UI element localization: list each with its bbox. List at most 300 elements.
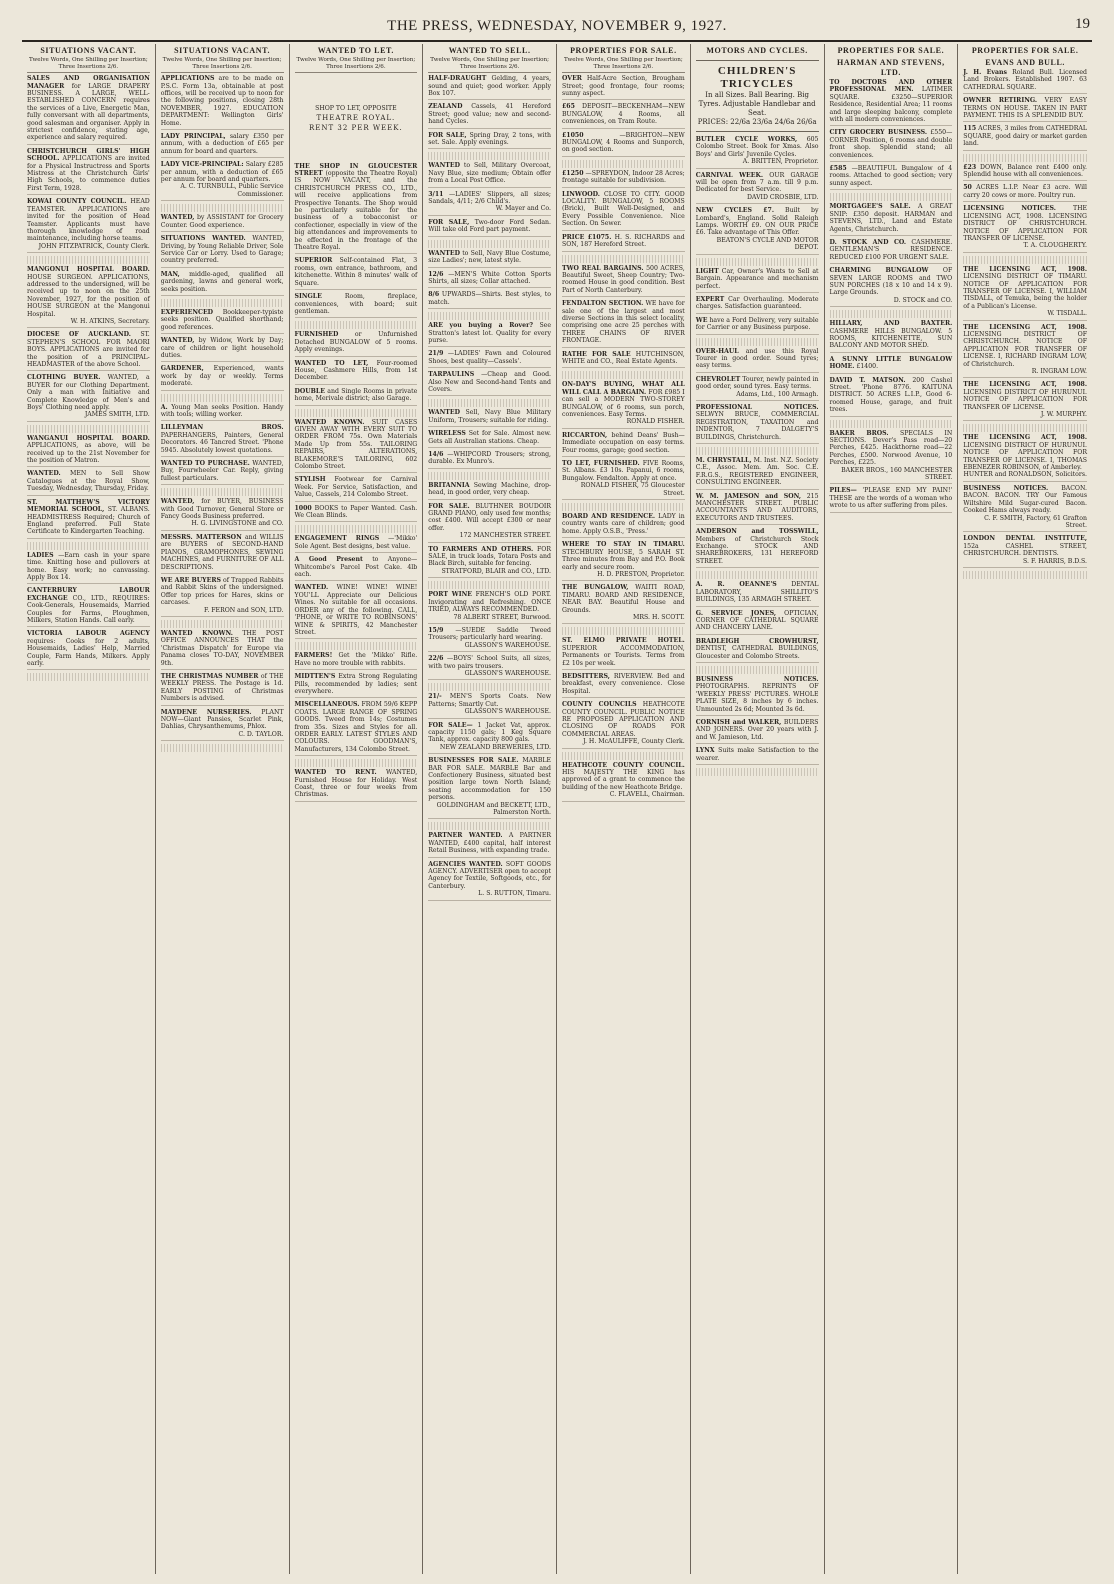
ad-signature: GOLDINGHAM and BECKETT, LTD., Palmerston North. (436, 801, 551, 817)
ad-lead: OWNER RETIRING. (963, 97, 1038, 105)
ad-lead: 15/9 (428, 626, 444, 634)
ad-lead: LADIES (27, 551, 54, 559)
ad-text: VERY EASY TERMS ON HOUSE. TAKEN IN PART PAYMENT. THIS IS A SPLENDID BUY. (963, 97, 1087, 120)
ad-signature: C. F. SMITH, Factory, 61 Grafton Street. (984, 514, 1087, 529)
ad-lead: MAYDENE NURSERIES. (160, 708, 252, 716)
print-texture (295, 759, 418, 767)
display-advertisement (295, 75, 418, 162)
ad-signature: BAKER BROS., 160 MANCHESTER STREET. (841, 466, 953, 482)
ad-lead: THE LICENSING ACT, 1908. (963, 434, 1087, 442)
ad-lead: DIOCESE OF AUCKLAND. (27, 331, 131, 339)
ad-text: HIS MAJESTY THE KING has approved of a grant to commence the building of the new Heathcote Bridge. (562, 769, 685, 791)
print-texture (295, 642, 418, 650)
ad-lead: EXPERIENCED (160, 308, 214, 316)
ad-text: Built by Lombard's, England. Solid Raleigh Lamps. WORTH £9. ON OUR PRICE £6. Take advantage of This Offer. (695, 207, 819, 237)
classified-ad (696, 747, 819, 765)
ad-lead: ST. MATTHEW'S VICTORY MEMORIAL SCHOOL, (27, 498, 150, 514)
ad-lead: CANTERBURY LABOUR EXCHANGE (27, 587, 150, 602)
ad-lead: 21/9 (428, 350, 444, 358)
classified-ad (428, 546, 551, 579)
classified-ad (428, 350, 551, 368)
print-texture (27, 425, 150, 433)
ad-text: ACRES L.I.P. Near £3 acre. Will carry 20 cows or more. Poultry run. (963, 184, 1088, 199)
ad-lead: WANTED, (160, 337, 195, 345)
ad-lead: NEW CYCLES £7. (695, 207, 774, 215)
display-line: In all Sizes. Ball Bearing. Big Tyres. Adjustable Handlebar and Seat. (698, 91, 816, 117)
ad-text: FOR SALE, in truck loads, Totara Posts and Black Birch, suitable for fencing. (428, 545, 552, 568)
ad-text: requires: Cooks for 2 adults, Housemaids, Ladies' Help, Married Couple, Farm Hands, Milkers. Apply early. (27, 637, 150, 667)
column-1 (22, 44, 156, 1574)
ad-lead: TWO REAL BARGAINS. (562, 264, 644, 272)
print-texture (830, 420, 953, 428)
ad-text: ST. STEPHEN'S SCHOOL FOR MAORI BOYS. APPLICATIONS are invited for the position of a PRINCIPAL-HEADMASTER of the above School. (27, 331, 150, 368)
ad-signature: W. Mayer and Co. (495, 205, 551, 213)
classified-ad (696, 528, 819, 568)
ad-lead: BRITANNIA (428, 481, 470, 489)
classified-ad (295, 505, 418, 523)
classified-ad (696, 207, 819, 254)
ad-lead: FOR SALE, (428, 218, 470, 226)
classified-ad (830, 239, 953, 264)
rates-notice: Twelve Words, One Shilling per Insertion; Three Insertions 2/6. (161, 57, 284, 73)
ad-text: M. Inst. N.Z. Society C.E., Assoc. Mem. Am. Soc. C.E. F.R.G.S., REGISTERED ENGINEER, CONSULTING ENGINEER. (695, 457, 819, 487)
ad-text: of Trapped Rabbits and Rabbit Skins of the undersigned. Offer top prices for Hares, skins or carcases. (160, 576, 284, 607)
classified-ad (830, 320, 953, 353)
print-texture (428, 399, 551, 407)
ad-lead: THE LICENSING ACT, 1908. (963, 323, 1087, 331)
print-texture (295, 409, 418, 417)
classified-ad (562, 637, 685, 670)
ad-lead: TO DOCTORS AND OTHER PROFESSIONAL MEN. (829, 79, 953, 94)
print-texture (428, 152, 551, 160)
classified-ad (830, 165, 953, 190)
classified-ad (161, 424, 284, 457)
ad-lead: ON-DAY'S BUYING, WHAT ALL WILL CALL A BARGAIN. (562, 381, 685, 396)
ad-text: DENTIST, CATHEDRAL BUILDINGS, Gloucester and Colombo Streets. (695, 645, 819, 660)
ad-lead: MAN, (160, 270, 180, 278)
classified-ad (963, 434, 1087, 481)
ad-lead: LINWOOD. (562, 190, 600, 198)
ad-lead: MORTGAGEE'S SALE. (829, 203, 911, 211)
classified-ad (428, 291, 551, 309)
ad-lead: £1250 (562, 169, 584, 177)
ad-text: Gelding, 4 years, sound and quiet; good worker. Apply Box 107. (428, 75, 551, 97)
classified-ad (27, 630, 150, 670)
ad-text: Members of Christchurch Stock Exchange. STOCK AND SHAREBROKERS, 131 HEREFORD STREET. (695, 535, 819, 565)
ad-signature: MRS. H. SCOTT. (633, 613, 685, 621)
classified-ad (428, 861, 551, 901)
ad-lead: THE CHRISTMAS NUMBER (160, 672, 259, 680)
ad-signature: H. G. LIVINGSTONE and CO. (191, 520, 284, 528)
ad-lead: LADY PRINCIPAL, (160, 133, 226, 141)
ad-lead: WANTED TO RENT. (294, 769, 377, 777)
ad-lead: ST. ELMO PRIVATE HOTEL. (562, 637, 685, 645)
ad-text: LICENSING DISTRICT OF TIMARU. NOTICE OF APPLICATION FOR TRANSFER OF LICENSE. I, WILLIAM TISDALL, of Temuka, being the holder of a Publican's License. (963, 273, 1087, 310)
ad-text: BLUTHNER BOUDOIR GRAND PIANO, only used few months; cost £400. Will accept £300 or near offer. (428, 502, 551, 532)
ad-text: £550—CORNER Position, 6 rooms and double front shop. Splendid stand; all conveniences. (829, 129, 953, 159)
ad-lead: PARTNER WANTED. (428, 832, 503, 840)
classified-ad (428, 832, 551, 857)
ad-text: A GREAT SNIP: £350 deposit. HARMAN and STEVENS, LTD., Land and Estate Agents, Christchurch. (829, 203, 953, 233)
ad-text: middle-aged, qualified all gardening, lawns and general work, seeks position. (160, 270, 284, 293)
ad-lead: WANTED KNOWN. (294, 418, 365, 426)
ad-lead: SALES AND ORGANISATION MANAGER (27, 75, 150, 90)
classified-ad (295, 360, 418, 385)
ad-lead: W. M. JAMESON and SON, (695, 492, 802, 500)
ad-text: SELWYN BRUCE, COMMERCIAL REGISTRATION, TAXATION and INDENTOR, 7 DALGETY'S BUILDINGS, Christchurch. (695, 411, 819, 441)
ad-lead: 12/6 (428, 270, 444, 278)
ad-lead: LONDON DENTAL INSTITUTE, (963, 535, 1087, 543)
ad-text: HEATHCOTE COUNTY COUNCIL. PUBLIC NOTICE RE PROPOSED APPLICATION AND CLOSING OF ROADS FOR COMMERCIAL AREAS. (562, 701, 685, 738)
ad-text: for LARGE DRAPERY BUSINESS. A LARGE, WELL-ESTABLISHED CONCERN requires the services of a Live, Energetic Man, fully conversant with all departments, good salesman and organiser. Apply in strictest confidence, stating age, experience and salary required. (27, 82, 150, 142)
classified-ad (428, 219, 551, 237)
ad-text: THE LICENSING ACT, 1908. LICENSING DISTRICT OF CHRISTCHURCH. NOTICE OF APPLICATION FOR TRANSFER OF LICENSE. (963, 205, 1087, 242)
ad-text: to Anyone—Whitcombe's Parcel Post Cake. 4lb each. (294, 556, 418, 579)
ad-lead: CLOTHING BUYER. (27, 374, 101, 382)
ad-signature: T. A. CLOUGHERTY. (1023, 242, 1087, 250)
classified-ad (963, 381, 1087, 421)
ad-signature: JAMES SMITH, LTD. (84, 411, 150, 419)
ad-lead: PORT WINE (428, 591, 472, 599)
ad-lead: D. STOCK AND CO. (829, 238, 907, 246)
ad-signature: DAVID CROSBIE, LTD. (746, 193, 819, 201)
ad-text: SPECIALS IN SECTIONS. Dever's Pass road—20 Perches, £425. Hackthorne road—22 Perches, £500. Norwood Avenue, 10 Perches, £225. (829, 429, 953, 467)
ad-text: ACRES, 3 miles from CATHEDRAL SQUARE, good dairy or market garden land. (963, 125, 1087, 148)
print-texture (696, 768, 819, 776)
ad-text: WANTED, Buy, Fourwheeler Car. Reply, giving fullest particulars. (160, 460, 284, 482)
ad-text: H. S. RICHARDS and SON, 187 Hereford Street. (562, 233, 685, 249)
ad-text: ST. ALBANS. HEADMISTRESS Required; Church of England preferred. Full State Certificate to Kindergarten Teaching. (27, 506, 150, 536)
print-texture (562, 503, 685, 511)
ad-lead: HEATHCOTE COUNTY COUNCIL. (562, 761, 685, 769)
ad-text: Get the 'Mikko' Rifle. Have no more trouble with rabbits. (294, 652, 418, 667)
ad-lead: COUNTY COUNCILS (562, 701, 637, 709)
ad-text: —Cheap and Good. Also New and Second-hand Tents and Covers. (428, 371, 552, 393)
ad-lead: CORNISH and WALKER, (695, 718, 782, 726)
ad-text: MARBLE BAR FOR SALE. MARBLE Bar and Confectionery Business, situated best position large town North Island; seating accommodation for 150 persons. (428, 757, 552, 802)
ad-lead: HALF-DRAUGHT (428, 75, 487, 83)
ad-text: to Sell, Navy Blue Costume, size Ladies'; new, latest style. (428, 249, 551, 265)
ad-text: —Earn cash in your spare time. Knitting hose and pullovers at home. Easy work; no canvassing. Apply Box 14. (27, 551, 150, 581)
print-texture (428, 822, 551, 830)
classified-ad (428, 75, 551, 100)
ad-text: and use this Royal Tourer in good order. Sound tyres; easy terms. (695, 347, 819, 370)
classified-ad (27, 587, 150, 627)
classified-ad (27, 435, 150, 468)
ad-lead: ANDERSON and TOSSWILL, (695, 528, 819, 536)
classified-ad (161, 404, 284, 422)
ad-signature: F. FERON and SON, LTD. (204, 606, 284, 614)
ad-text: See Stratton's latest lot. Quality for every purse. (428, 322, 551, 344)
ad-signature: J. W. MURPHY. (1040, 411, 1087, 419)
ad-lead: PROFESSIONAL NOTICES. (695, 403, 819, 411)
classified-ad (562, 541, 685, 581)
ad-text: CLOSE TO CITY. GOOD LOCALITY. BUNGALOW, 5 ROOMS (Brick), Built Well-Designed, and Every Possible Convenience. Nice Section. On Sewer. (562, 190, 685, 228)
ad-text: LADY in country wants care of children; good home. Apply O.S.B., 'Press.' (562, 513, 685, 535)
ad-lead: EXPERT (695, 295, 725, 303)
ad-text: LATIMER SQUARE. £3250—SUPERIOR Residence, Residential Area; 11 rooms and large sleeping balcony, complete with all modern conveniences. (829, 86, 953, 124)
ad-text: WANTED, a BUYER for our Clothing Department. Only a man with Initiative and Complete Knowledge of Men's and Boys' Clothing need apply. (27, 374, 150, 412)
classified-ad (562, 132, 685, 157)
ad-text: salary £350 per annum, with a deduction of £65 per annum for board and quarters. (160, 133, 284, 155)
classified-ad (963, 125, 1087, 150)
ad-lead: MESSRS. MATTERSON (160, 533, 242, 541)
classified-ad (295, 163, 418, 255)
ad-lead: G. SERVICE JONES, (695, 609, 776, 617)
ad-lead: GARDENER, (160, 365, 204, 373)
ad-text: PLANT NOW—Giant Pansies, Scarlet Pink, Dahlias, Chrysanthemums, Phlox. (160, 708, 284, 731)
ad-lead: VICTORIA LABOUR AGENCY (27, 630, 150, 638)
ad-signature: W. H. ATKINS, Secretary. (70, 317, 150, 325)
ad-text: —BEAUTIFUL Bungalow of 4 rooms. Attached to good section; very sunny aspect. (829, 165, 953, 187)
ad-lead: WHERE TO STAY IN TIMARU. (562, 541, 685, 549)
ad-text: —SUEDE Saddle Tweed Trousers; particularly hard wearing. (428, 626, 551, 642)
classified-ad (428, 627, 551, 652)
ad-text: 500 ACRES, Beautiful Sweet, Sheep Country; Two-roomed House in good condition. Best Part of North Canterbury. (562, 264, 685, 294)
ad-lead: OVER (562, 75, 582, 83)
ad-lead: WE (695, 316, 708, 324)
classified-ad (830, 377, 953, 417)
ad-lead: PRICE £1075. (562, 233, 612, 241)
ad-lead: FOR SALE, (428, 131, 467, 139)
ad-text: UPWARDS—Shirts. Best styles, to match. (428, 291, 551, 306)
ad-lead: ZEALAND (428, 103, 463, 111)
classified-ad (295, 584, 418, 639)
classified-ad (161, 133, 284, 158)
ad-text: Extra Strong Regulating Pills, recommended by ladies; sent everywhere. (294, 673, 418, 695)
ad-lead: AGENCIES WANTED. (428, 860, 503, 868)
ad-text: CASHMERE. GENTLEMAN'S RESIDENCE. REDUCED £100 FOR URGENT SALE. (829, 238, 953, 261)
section-heading: MOTORS AND CYCLES. (706, 46, 808, 55)
classified-ad (963, 184, 1087, 202)
classified-ad (27, 374, 150, 421)
ad-text: by ASSISTANT for Grocery Counter. Good experience. (160, 214, 284, 229)
classified-ad (27, 148, 150, 195)
ad-lead: OVER-HAUL (695, 347, 739, 355)
classified-ad (562, 381, 685, 428)
section-heading: SITUATIONS VACANT. (40, 46, 137, 55)
ad-lead: 50 (963, 184, 972, 192)
classified-ad (428, 430, 551, 448)
classified-ad (696, 493, 819, 526)
classified-ad (963, 164, 1087, 182)
ad-lead: LILLEYMAN BROS. (160, 424, 284, 432)
ad-lead: BUSINESS NOTICES. (695, 675, 819, 683)
classified-ad (428, 451, 551, 469)
ad-text: Roland Bull. Licensed Land Brokers. Established 1907. 63 CATHEDRAL SQUARE. (963, 69, 1087, 91)
print-texture (428, 312, 551, 320)
classified-ad (27, 499, 150, 539)
classified-ad (428, 162, 551, 187)
ad-signature: R. INGRAM LOW. (1031, 368, 1087, 375)
print-texture (830, 310, 953, 318)
ad-text: Room, fireplace, conveniences, with board; suit gentleman. (294, 293, 418, 315)
ad-signature: GLASSON'S WAREHOUSE. (464, 641, 551, 649)
ad-lead: MANGONUI HOSPITAL BOARD. (27, 266, 150, 274)
classified-ad (696, 296, 819, 314)
ad-text: Four-roomed House, Cashmere Hills, from 1st December. (294, 359, 418, 382)
ad-lead: FOR SALE— (428, 721, 473, 729)
display-line: CHILDREN'S TRICYCLES (717, 65, 797, 90)
classified-ad (696, 676, 819, 716)
ad-text: —SPREYDON, Indoor 28 Acres; frontage suitable for subdivision. (562, 169, 685, 185)
classified-ad (161, 271, 284, 296)
classified-ad (830, 356, 953, 374)
ad-lead: A SUNNY LITTLE BUNGALOW HOME. (829, 355, 953, 371)
section-heading: PROPERTIES FOR SALE. (570, 46, 677, 55)
ad-signature: RONALD FISHER. (626, 418, 685, 426)
ad-lead: CHRISTCHURCH GIRLS' HIGH SCHOOL. (27, 147, 150, 163)
ad-text: 'PLEASE END MY PAIN!' THESE are the words of a woman who wrote to us after suffering from piles. (829, 487, 953, 510)
ad-signature: Adams, Ltd., 100 Armagh. (736, 390, 819, 398)
ad-lead: BUSINESS NOTICES. (963, 484, 1049, 492)
classified-ad (161, 577, 284, 617)
classified-ad (295, 257, 418, 290)
print-texture (161, 299, 284, 307)
ad-lead: WANTED. (27, 470, 61, 478)
column-2 (156, 44, 290, 1574)
classified-ad (428, 409, 551, 427)
ad-lead: FURNISHED (294, 331, 339, 339)
classified-ad (562, 701, 685, 748)
classified-ad (161, 309, 284, 334)
ad-lead: HILLARY, AND BAXTER. (829, 320, 953, 328)
ad-lead: WE ARE BUYERS (160, 576, 221, 584)
ad-lead: £23 (963, 163, 977, 171)
classified-ad (161, 498, 284, 531)
classified-ad (562, 584, 685, 624)
classified-ad (830, 203, 953, 236)
classified-ad (963, 69, 1087, 94)
ad-text: Car Overhauling. Moderate charges. Satisfaction guaranteed. (695, 295, 819, 311)
ad-text: —BRIGHTON—NEW BUNGALOW, 4 Rooms and Sunporch, on good section. (562, 131, 685, 154)
ad-signature: C. FLAVELL, Chairman. (609, 791, 685, 799)
ad-text: THE POST OFFICE ANNOUNCES THAT the 'Christmas Dispatch' for Europe via Panama closes TO-DAY, NOVEMBER 9th. (160, 629, 284, 667)
ad-signature: J. H. McAULIFFE, County Clerk. (582, 738, 685, 746)
display-line: RENT 32 PER WEEK. (309, 123, 403, 132)
ad-text: —WHIPCORD Trousers; strong, durable. Ex Munro's. (428, 451, 551, 466)
print-texture (562, 160, 685, 168)
ad-text: £1400. (856, 363, 879, 371)
classified-ad (562, 170, 685, 188)
classified-ad (562, 300, 685, 347)
classified-ad (562, 234, 685, 252)
ad-text: SUPERIOR ACCOMMODATION, Permanents or Tourists. Terms from £2 10s per week. (562, 644, 685, 667)
ad-lead: WANGANUI HOSPITAL BOARD. (27, 434, 150, 442)
ad-signature: HUNTER and RONALDSON, Solicitors. (963, 471, 1087, 479)
print-texture (161, 394, 284, 402)
ad-text: —'Mikko' Sole Agent. Best designs, best value. (294, 535, 418, 550)
classified-ad (830, 129, 953, 162)
classified-ad (696, 404, 819, 444)
classified-ad (295, 388, 418, 406)
classified-ad (696, 638, 819, 663)
print-texture (295, 525, 418, 533)
classified-ad (161, 337, 284, 362)
ad-signature: H. D. PRESTON, Proprietor. (597, 570, 685, 578)
print-texture (161, 744, 284, 752)
ad-lead: WANTED (428, 249, 460, 257)
ad-lead: WANTED TO PURCHASE. (160, 460, 250, 468)
print-texture (562, 371, 685, 379)
ad-text: Salary £285 per annum, with a deduction of £65 per annum for board and quarters. (160, 161, 284, 184)
ad-text: OPTICIAN, CORNER OF CATHEDRAL SQUARE AND CHANCERY LANE. (695, 609, 819, 632)
display-line: PRICES: 22/6a 23/6a 24/6a 26/6a (697, 118, 817, 126)
classified-ad (696, 317, 819, 335)
classified-ad (562, 103, 685, 128)
print-texture (696, 447, 819, 455)
classified-ad (963, 266, 1087, 321)
column-7 (825, 44, 959, 1574)
print-texture (963, 154, 1087, 162)
ad-signature: A. C. TURNBULL, Public Service Commissioner. (180, 183, 284, 198)
ad-lead: WANTED KNOWN. (160, 629, 233, 637)
ad-lead: BUSINESSES FOR SALE. (428, 757, 519, 765)
ad-lead: BRADLEIGH CROWHURST, (695, 637, 819, 645)
print-texture (428, 581, 551, 589)
classified-ad (830, 487, 953, 512)
classified-ad (161, 365, 284, 390)
ad-lead: MISCELLANEOUS. (294, 701, 360, 709)
section-subheading: HARMAN AND STEVENS, LTD. (837, 58, 945, 77)
ad-text: (opposite the Theatre Royal) IS NOW VACANT, and the CHRISTCHURCH PRESS CO., LTD., will receive applications from Prospective Tenants. The Shop would be particularly suitable for the business of a tobacconist or confectioner, especially in view of the big attendances and improvements to be effected in the frontage of the Theatre Royal. (294, 170, 418, 252)
print-texture (696, 338, 819, 346)
classified-ad (295, 556, 418, 581)
classified-ad (830, 430, 953, 485)
ad-text: DEPOSIT—BECKENHAM—NEW BUNGALOW, 4 Rooms, all conveniences, on Tram Route. (562, 103, 685, 126)
classified-ad (428, 271, 551, 289)
ad-text: —MEN'S White Cotton Sports Shirts, all sizes; Collar attached. (428, 270, 552, 285)
ad-text: and WILLIS are BUYERS of SECOND-HAND PIANOS, GRAMOPHONES, SEWING MACHINES, and FURNITURE OF ALL DESCRIPTIONS. (160, 533, 284, 571)
ad-text: WINE! WINE! WINE! YOU'LL Appreciate our Delicious Wines. No suitable for all occasions. ORDER any of the following. CALL, 'PHONE, or WRITE TO ROBINSONS' WINE & SPIRITS, 42 Manchester Street. (294, 584, 418, 636)
ad-lead: A. R. OEANNE'S (695, 581, 777, 589)
print-texture (562, 255, 685, 263)
ad-text: and Single Rooms in private home, Merivale district; also Garage. (294, 387, 418, 403)
section-heading: PROPERTIES FOR SALE. (971, 46, 1079, 55)
ad-text: OUR GARAGE will be open from 7 a.m. till 9 p.m. Dedicated for best Service. (695, 171, 819, 194)
ad-lead: THE SHOP IN GLOUCESTER STREET (294, 162, 418, 177)
classified-ad (963, 97, 1087, 122)
ad-lead: 115 (963, 125, 977, 133)
ad-signature: 78 ALBERT STREET, Burwood. (453, 613, 551, 621)
classified-ad (295, 673, 418, 698)
ad-text: Bookkeeper-typiste seeks position. Qualified shorthand; good references. (160, 308, 284, 331)
ad-text: DENTAL LABORATORY, SHILLITO'S BUILDINGS, 135 ARMAGH STREET. (695, 581, 819, 604)
ad-text: 1 Jacket Vat, approx. capacity 1150 gals; 1 Keg Square Tank, approx. capacity 800 gals. (428, 721, 551, 744)
ad-text: Spring Dray, 2 tons, with set. Sale. Apply evenings. (428, 131, 552, 147)
ad-text: WE have for sale one of the largest and most diverse Sections in this select locality, comprising one acre 25 perches with THREE CHAINS OF RIVER FRONTAGE. (562, 300, 685, 345)
classified-ad (696, 348, 819, 373)
ad-signature: L. S. RUTTON, Timaru. (478, 890, 551, 898)
ad-lead: WANTED (428, 162, 460, 170)
ad-text: Sell, Navy Blue Military Uniform, Trousers; suitable for riding. (428, 409, 551, 424)
ad-signature: STRATFORD, BLAIR and CO., LTD. (441, 567, 551, 575)
ad-lead: LYNX (695, 747, 715, 755)
ad-text: SOFT GOODS AGENCY. ADVERTISER open to accept Agency for Textile, Softgoods, etc., for Canterbury. (428, 860, 551, 890)
classified-ad (696, 581, 819, 606)
classified-ad (428, 655, 551, 680)
ad-lead: STYLISH (294, 476, 326, 484)
ad-text: Car, Owner's Wants to Sell at Bargain. Appearance and mechanism perfect. (695, 267, 819, 290)
ad-lead: SUPERIOR (294, 257, 333, 265)
ad-signature: D. STOCK and CO. (893, 296, 953, 304)
ad-text: WANTED, Furnished House for Holiday. West Coast, three or four weeks from Christmas. (294, 769, 418, 799)
ad-text: HOUSE SURGEON. APPLICATIONS, addressed to the undersigned, will be received up to noon on the 25th November, 1927, for the position of HOUSE SURGEON at the Mangonui Hospital. (27, 273, 150, 318)
print-texture (562, 752, 685, 760)
ad-text: APPLICATIONS are invited for a Physical Instructress and Sports Mistress at the Christchurch Girls' High Schools, to commence duties First Term, 1928. (27, 155, 150, 192)
classified-ad (161, 460, 284, 485)
column-5 (557, 44, 691, 1574)
